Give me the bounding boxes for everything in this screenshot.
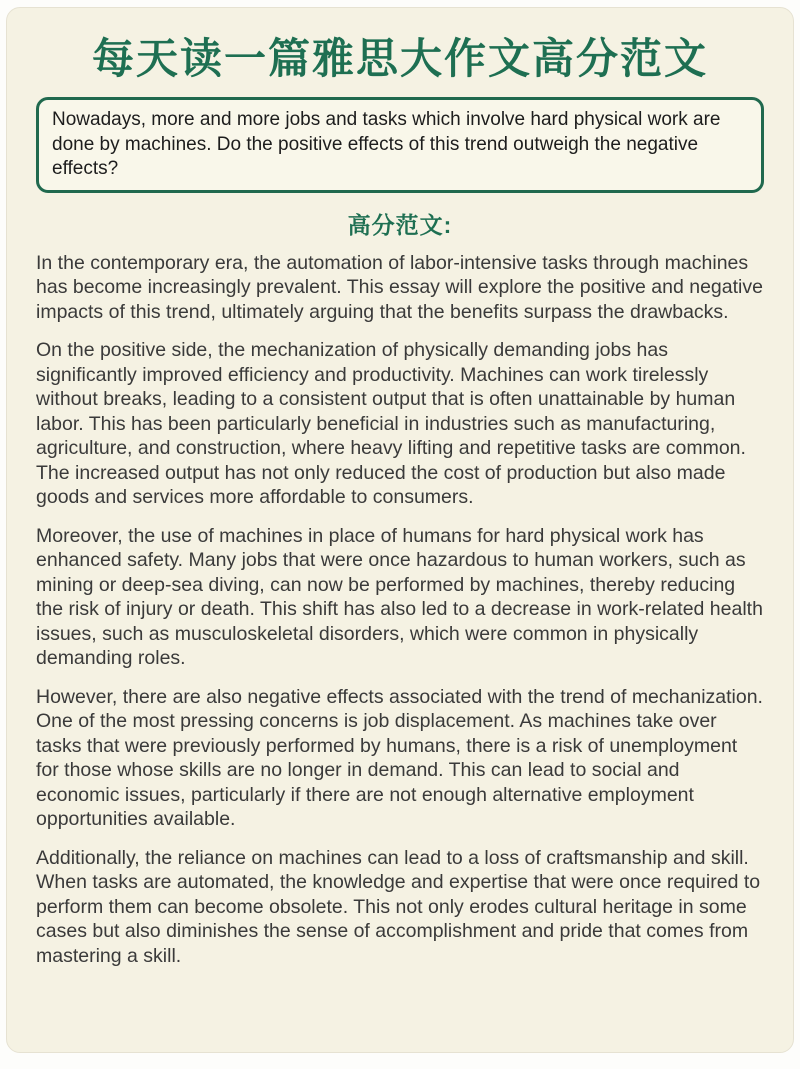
essay-prompt-box: [36, 97, 764, 193]
essay-paragraph-positive-productivity: On the positive side, the mechanization of physically demanding jobs has significantly improved efficiency and productivity. Machines can work tirelessly without breaks, leading to a consistent output that is often unattainable by human labor. This has been particularly beneficial in industries such as manufacturing, agriculture, and construction, where heavy lifting and repetitive tasks are common. The increased output has not only reduced the cost of production but also made goods and services more affordable to consumers.: [36, 339, 746, 508]
essay-paragraph-safety: Moreover, the use of machines in place of humans for hard physical work has enhanced safety. Many jobs that were once hazardous to human workers, such as mining or deep-sea diving, can now be performed by machines, thereby reducing the risk of injury or death. This shift has also led to a decrease in work-related health issues, such as musculoskeletal disorders, which were common in physically demanding roles.: [36, 524, 763, 669]
essay-body: [36, 251, 764, 969]
essay-paragraph-intro: In the contemporary era, the automation of labor-intensive tasks through machines has become increasingly prevalent. This essay will explore the positive and negative impacts of this trend, ultimately arguing that the benefits surpass the drawbacks.: [36, 251, 763, 323]
poster-card: [6, 7, 794, 1053]
page-title: 每天读一篇雅思大作文高分范文: [91, 35, 708, 82]
section-label: 高分范文:: [347, 211, 453, 238]
essay-prompt-text: Nowadays, more and more jobs and tasks which involve hard physical work are done by machines. Do the positive effects of this trend outweigh the negative effects?: [52, 109, 721, 179]
essay-paragraph-negative-displacement: However, there are also negative effects associated with the trend of mechanization. One of the most pressing concerns is job displacement. As machines take over tasks that were previously performed by humans, there is a risk of unemployment for those whose skills are no longer in demand. This can lead to social and economic issues, particularly if there are not enough alternative employment opportunities available.: [36, 685, 763, 830]
essay-paragraph-craftsmanship: Additionally, the reliance on machines can lead to a loss of craftsmanship and skill. When tasks are automated, the knowledge and expertise that were once required to perform them can become obsolete. This not only erodes cultural heritage in some cases but also diminishes the sense of accomplishment and pride that comes from mastering a skill.: [36, 846, 761, 967]
